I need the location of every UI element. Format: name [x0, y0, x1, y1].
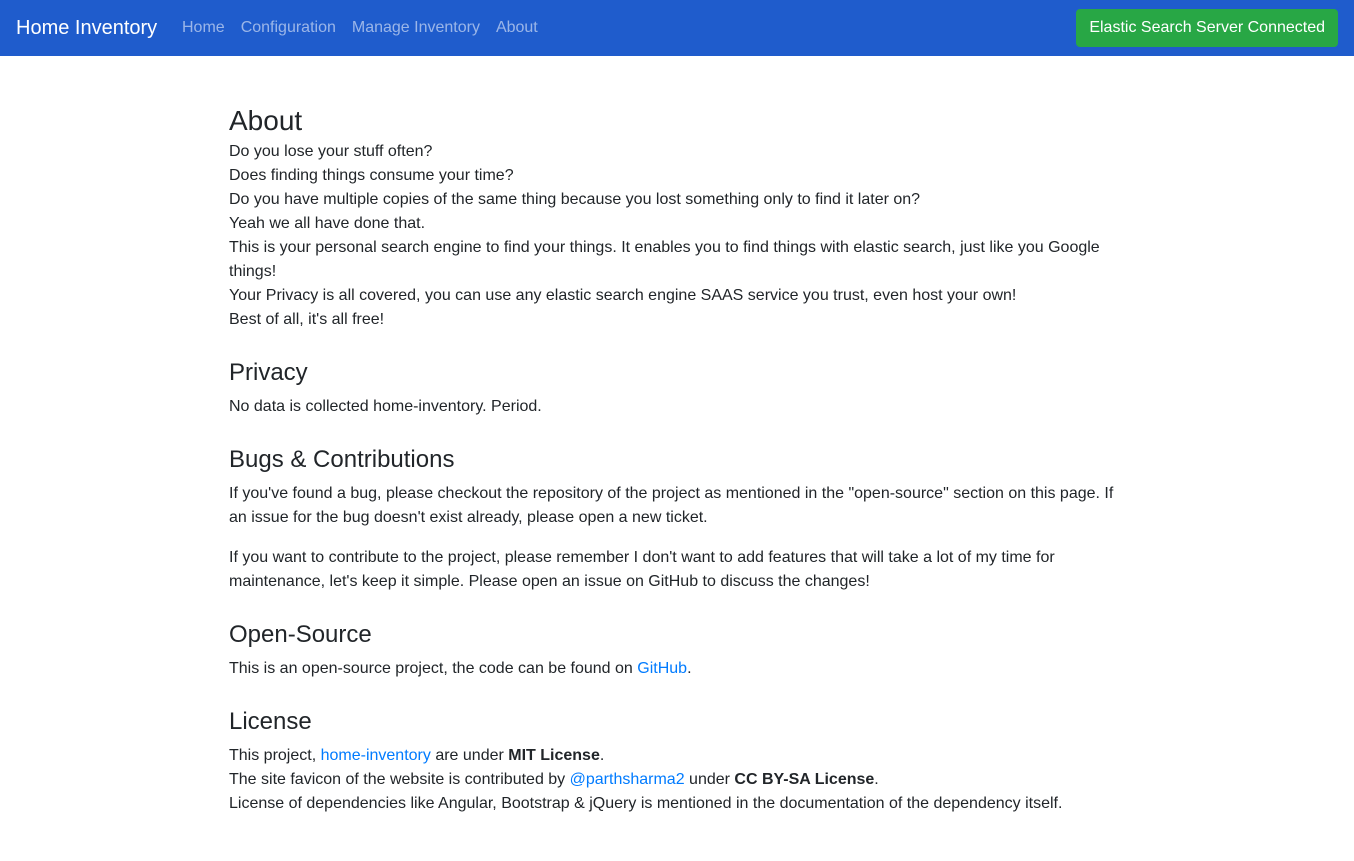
license-text-part: are under: [430, 747, 509, 764]
main-content: [229, 96, 1124, 816]
about-line: Yeah we all have done that.: [229, 215, 426, 232]
about-line: This is your personal search engine to find your things. It enables you to find things with elastic search, just like you Google things!: [229, 239, 1100, 280]
about-line: Does finding things consume your time?: [229, 167, 514, 184]
license-line-2: [229, 768, 1124, 792]
bugs-paragraph-1: If you've found a bug, please checkout the repository of the project as mentioned in the "open-source" section on this page. If an issue for the bug doesn't exist already, please open a new ticket.: [229, 485, 1114, 526]
cc-license-label: CC BY-SA License: [734, 771, 875, 788]
privacy-heading: Privacy: [229, 359, 308, 386]
license-text-part: The site favicon of the website is contributed by: [229, 771, 570, 788]
privacy-text: No data is collected home-inventory. Period.: [229, 398, 542, 415]
parthsharma2-link[interactable]: @parthsharma2: [569, 771, 685, 788]
about-line: Your Privacy is all covered, you can use any elastic search engine SAAS service you trust, even host your own!: [229, 287, 1017, 304]
navbar: [0, 0, 1354, 56]
license-text-part: under: [684, 771, 735, 788]
bugs-heading: Bugs & Contributions: [229, 446, 455, 473]
about-line: Do you have multiple copies of the same thing because you lost something only to find it later on?: [229, 191, 921, 208]
license-heading: License: [229, 708, 312, 735]
license-text-part: .: [874, 771, 879, 788]
nav-link-home[interactable]: Home: [182, 19, 225, 36]
license-text-part: .: [599, 747, 605, 764]
license-text-part: This project,: [229, 747, 321, 764]
license-text: [229, 744, 1124, 816]
brand-link[interactable]: Home Inventory: [16, 17, 158, 39]
opensource-text-after: .: [687, 660, 692, 677]
about-text: [229, 140, 1124, 332]
mit-license-label: MIT License: [508, 747, 600, 764]
nav-links: [174, 16, 546, 40]
opensource-text: [229, 657, 1124, 681]
about-heading: About: [229, 105, 303, 136]
nav-link-manage-inventory[interactable]: Manage Inventory: [351, 19, 480, 36]
home-inventory-link[interactable]: home-inventory: [320, 747, 431, 764]
elastic-status-button[interactable]: Elastic Search Server Connected: [1076, 9, 1338, 47]
license-line-3: License of dependencies like Angular, Bootstrap & jQuery is mentioned in the documentation of the dependency itself.: [229, 795, 1063, 812]
about-line: Best of all, it's all free!: [229, 311, 385, 328]
bugs-paragraph-2: If you want to contribute to the project, please remember I don't want to add features that will take a lot of my time for maintenance, let's keep it simple. Please open an issue on GitHub to discuss the changes!: [229, 549, 1055, 590]
opensource-text-before: This is an open-source project, the code can be found on: [229, 660, 638, 677]
nav-link-about[interactable]: About: [495, 19, 538, 36]
nav-link-configuration[interactable]: Configuration: [240, 19, 336, 36]
opensource-heading: Open-Source: [229, 621, 372, 648]
about-line: Do you lose your stuff often?: [229, 143, 433, 160]
github-link[interactable]: GitHub: [637, 660, 688, 677]
license-line-1: [229, 744, 1124, 768]
